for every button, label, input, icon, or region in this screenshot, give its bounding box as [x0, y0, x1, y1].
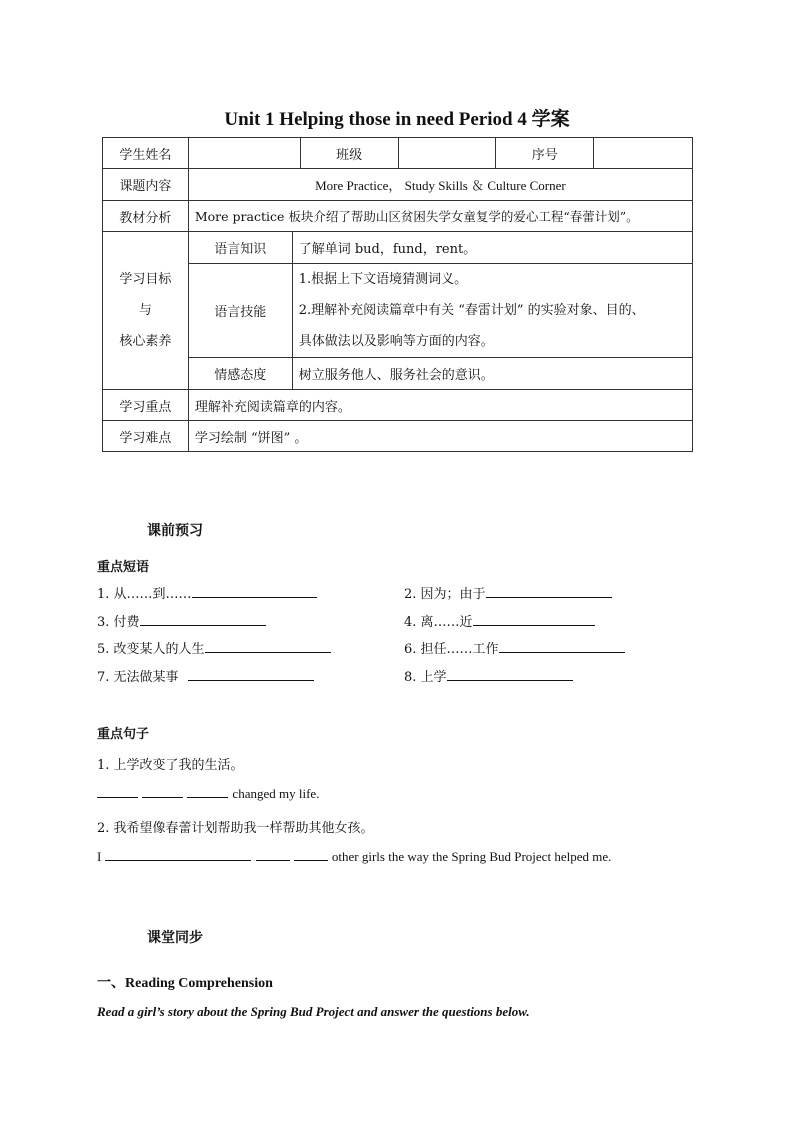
phrase-text: 2. 因为；由于 — [404, 587, 486, 602]
reading-comprehension-heading: 一、Reading Comprehension — [97, 976, 273, 991]
sentence-2-en: other girls the way the Spring Bud Project helped me. — [331, 849, 612, 864]
phrase-text: 5. 改变某人的人生 — [97, 642, 205, 657]
skills-value-line2: 2.理解补充阅读篇章中有关 “春雷计划” 的实验对象、目的、 — [298, 303, 645, 318]
info-table — [102, 137, 693, 452]
number-label: 序号 — [496, 138, 594, 169]
answer-blank[interactable] — [294, 848, 328, 861]
phrase-item-2 — [404, 583, 612, 602]
phrase-text: 7. 无法做某事 — [97, 670, 183, 685]
sentence-2-blanks — [97, 848, 611, 865]
sentence-1-en: changed my life. — [232, 786, 320, 801]
answer-blank[interactable] — [473, 613, 595, 626]
difficulty-label: 学习难点 — [103, 421, 189, 452]
answer-blank[interactable] — [140, 613, 266, 626]
skills-value-line3: 具体做法以及影响等方面的内容。 — [298, 334, 494, 349]
answer-blank[interactable] — [142, 785, 183, 798]
phrase-text: 3. 付费 — [97, 615, 140, 630]
skills-label: 语言技能 — [188, 264, 292, 358]
number-field[interactable] — [594, 138, 693, 169]
analysis-value: More practice 板块介绍了帮助山区贫困失学女童复学的爱心工程“春蕾计划”。 — [188, 201, 692, 232]
answer-blank[interactable] — [447, 668, 573, 681]
reading-instruction: Read a girl’s story about the Spring Bud Project and answer the questions below. — [97, 1004, 530, 1019]
focus-value: 理解补充阅读篇章的内容。 — [188, 390, 692, 421]
knowledge-label: 语言知识 — [188, 232, 292, 264]
attitude-value: 树立服务他人、服务社会的意识。 — [292, 358, 692, 390]
sentences-heading: 重点句子 — [97, 727, 150, 742]
answer-blank[interactable] — [192, 585, 317, 598]
phrase-text: 4. 离……近 — [404, 615, 473, 630]
phrase-item-1 — [97, 583, 317, 602]
phrase-text: 6. 担任……工作 — [404, 642, 499, 657]
objectives-label — [103, 232, 189, 390]
phrase-item-6 — [404, 638, 625, 657]
answer-blank[interactable] — [97, 785, 138, 798]
phrase-item-3 — [97, 611, 266, 630]
student-name-label: 学生姓名 — [103, 138, 189, 169]
class-label: 班级 — [300, 138, 398, 169]
answer-blank[interactable] — [486, 585, 612, 598]
difficulty-value: 学习绘制 “饼图” 。 — [188, 421, 692, 452]
topic-value: More Practice， Study Skills ＆ Culture Corner — [188, 169, 692, 201]
skills-value — [292, 264, 692, 358]
sentence-1-blanks — [97, 785, 319, 802]
answer-blank[interactable] — [105, 848, 251, 861]
page-title: Unit 1 Helping those in need Period 4 学案 — [224, 109, 570, 130]
preview-heading: 课前预习 — [147, 523, 203, 539]
objectives-label-line1: 学习目标 — [119, 272, 172, 287]
answer-blank[interactable] — [256, 848, 290, 861]
answer-blank[interactable] — [187, 785, 228, 798]
phrase-item-7 — [97, 666, 314, 685]
phrase-item-5 — [97, 638, 331, 657]
topic-label: 课题内容 — [103, 169, 189, 201]
attitude-label: 情感态度 — [188, 358, 292, 390]
phrase-item-8 — [404, 666, 573, 685]
sentence-2-cn: 2. 我希望像春蕾计划帮助我一样帮助其他女孩。 — [97, 821, 374, 836]
answer-blank[interactable] — [499, 640, 625, 653]
class-field[interactable] — [398, 138, 496, 169]
objectives-label-line2: 与 — [138, 303, 152, 318]
classroom-heading: 课堂同步 — [147, 930, 203, 946]
focus-label: 学习重点 — [103, 390, 189, 421]
sentence-2-start: I — [97, 849, 102, 864]
answer-blank[interactable] — [205, 640, 331, 653]
objectives-label-line3: 核心素养 — [119, 334, 172, 349]
phrases-heading: 重点短语 — [97, 560, 150, 575]
knowledge-value: 了解单词 bud，fund，rent。 — [292, 232, 692, 264]
sentence-1-cn: 1. 上学改变了我的生活。 — [97, 758, 244, 773]
student-name-field[interactable] — [188, 138, 300, 169]
phrase-item-4 — [404, 611, 595, 630]
answer-blank[interactable] — [188, 668, 314, 681]
analysis-label: 教材分析 — [103, 201, 189, 232]
phrase-text: 1. 从……到…… — [97, 587, 192, 602]
phrase-text: 8. 上学 — [404, 670, 447, 685]
skills-value-line1: 1.根据上下文语境猜测词义。 — [298, 272, 468, 287]
